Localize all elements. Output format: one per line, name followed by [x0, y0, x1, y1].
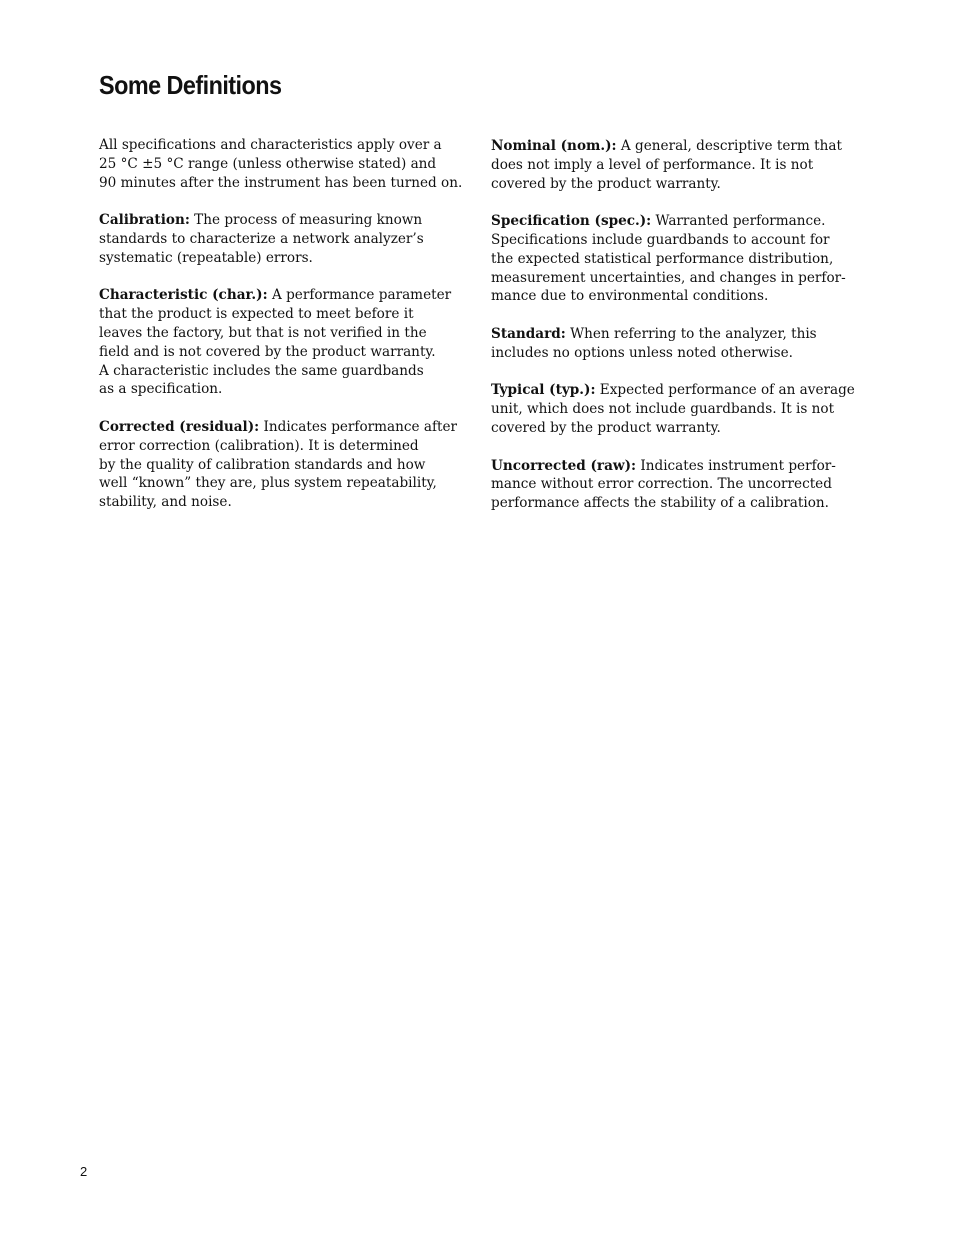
- definition-term: Standard:: [491, 325, 566, 342]
- definition-text: Indicates performance after: [259, 418, 458, 435]
- definition-text: A performance parameter: [267, 287, 452, 304]
- definition-line: leaves the factory, but that is not verified in the: [99, 324, 427, 341]
- definition-standard: [491, 325, 866, 363]
- definition-text: Expected performance of an average: [595, 382, 855, 399]
- definition-line: as a specification.: [99, 381, 223, 398]
- definition-line: error correction (calibration). It is determined: [99, 437, 419, 454]
- definition-line: mance due to environmental conditions.: [491, 288, 769, 305]
- definition-characteristic: [99, 286, 479, 399]
- definition-line: by the quality of calibration standards and how: [99, 456, 426, 473]
- definition-text: The process of measuring known: [189, 212, 423, 229]
- definition-line: unit, which does not include guardbands. It is not: [491, 401, 835, 418]
- definition-nominal: [491, 137, 866, 193]
- definition-term: Uncorrected (raw):: [491, 457, 637, 474]
- definition-calibration: [99, 211, 479, 267]
- definition-typical: [491, 381, 866, 437]
- definition-line: systematic (repeatable) errors.: [99, 249, 313, 266]
- definition-term: Typical (typ.):: [491, 382, 596, 399]
- intro-line: 90 minutes after the instrument has been turned on.: [99, 174, 463, 191]
- intro-line: 25 °C ±5 °C range (unless otherwise stated) and: [99, 155, 437, 172]
- definition-line: field and is not covered by the product warranty.: [99, 343, 436, 360]
- definition-line: does not imply a level of performance. It is not: [491, 156, 814, 173]
- definition-specification: [491, 212, 866, 306]
- definition-line: well “known” they are, plus system repeatability,: [99, 475, 437, 492]
- page-title: Some Definitions: [99, 70, 282, 100]
- definition-line: covered by the product warranty.: [491, 419, 721, 436]
- right-column: [491, 137, 866, 532]
- definition-text: Indicates instrument perfor-: [636, 457, 836, 474]
- left-column: [99, 136, 479, 531]
- definition-line: standards to characterize a network analyzer’s: [99, 230, 424, 247]
- intro-paragraph: [99, 136, 479, 192]
- definition-term: Nominal (nom.):: [491, 138, 617, 154]
- intro-line: All specifications and characteristics apply over a: [99, 137, 442, 153]
- definition-line: the expected statistical performance distribution,: [491, 250, 834, 267]
- definition-line: mance without error correction. The uncorrected: [491, 476, 832, 493]
- definition-uncorrected: [491, 457, 866, 513]
- definition-term: Characteristic (char.):: [99, 287, 268, 304]
- definition-text: When referring to the analyzer, this: [565, 325, 817, 342]
- definition-text: Warranted performance.: [651, 213, 826, 230]
- definition-line: measurement uncertainties, and changes in perfor-: [491, 269, 846, 286]
- definition-term: Calibration:: [99, 212, 190, 229]
- definition-line: Specifications include guardbands to account for: [491, 231, 830, 248]
- definition-line: that the product is expected to meet before it: [99, 306, 414, 323]
- page-number: 2: [80, 1164, 88, 1179]
- definition-term: Corrected (residual):: [99, 418, 260, 435]
- definition-line: A characteristic includes the same guardbands: [99, 362, 424, 379]
- definition-corrected: [99, 418, 479, 512]
- definition-line: covered by the product warranty.: [491, 175, 721, 192]
- definition-term: Specification (spec.):: [491, 213, 652, 230]
- definition-line: performance affects the stability of a calibration.: [491, 495, 829, 512]
- definition-line: includes no options unless noted otherwise.: [491, 344, 793, 361]
- definition-line: stability, and noise.: [99, 494, 232, 511]
- definition-text: A general, descriptive term that: [616, 138, 842, 154]
